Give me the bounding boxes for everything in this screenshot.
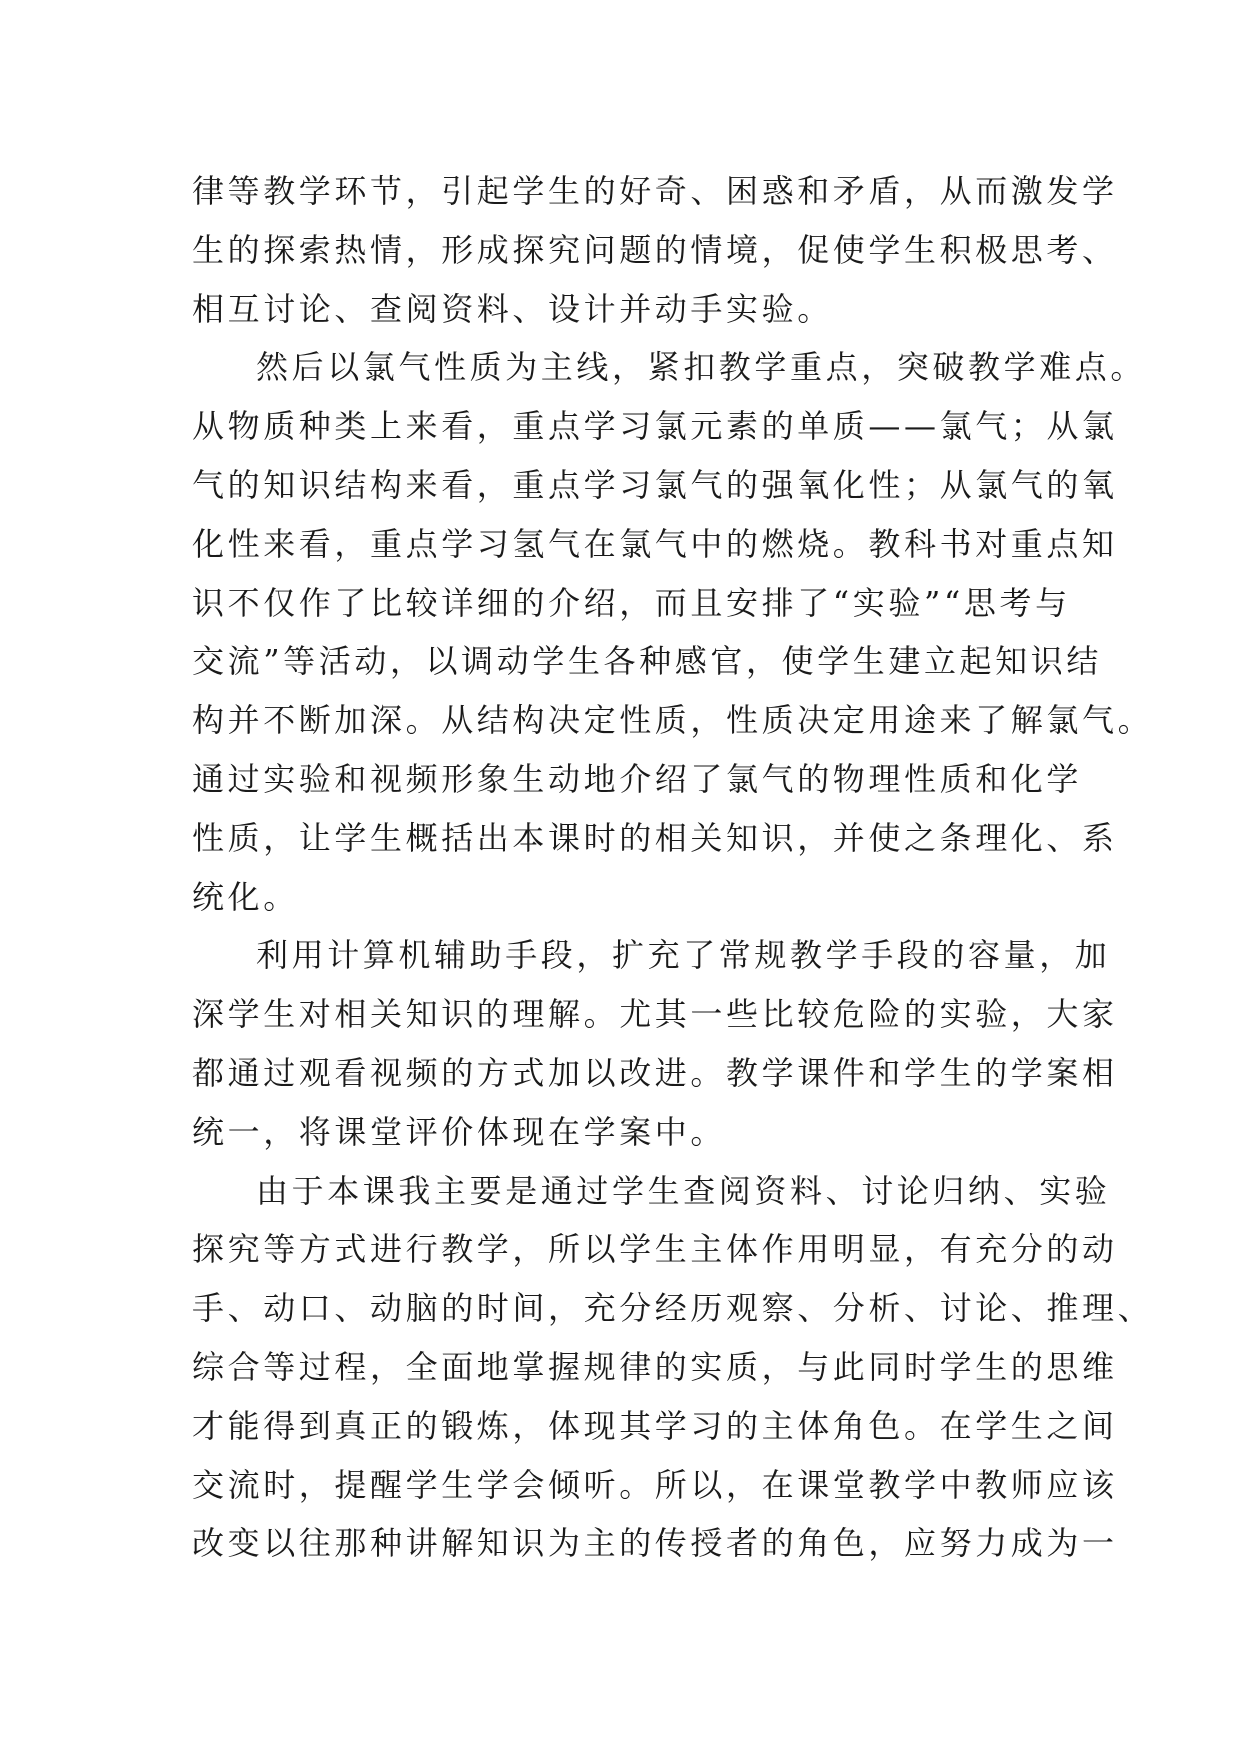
- text-line: 从物质种类上来看，重点学习氯元素的单质——氯气；从氯: [192, 407, 1118, 446]
- text-line: 都通过观看视频的方式加以改进。教学课件和学生的学案相: [192, 1053, 1118, 1092]
- paragraph-1: [192, 162, 1152, 338]
- text-line: 通过实验和视频形象生动地介绍了氯气的物理性质和化学: [192, 759, 1083, 798]
- text-line: 交流时，提醒学生学会倾听。所以，在课堂教学中教师应该: [192, 1465, 1118, 1504]
- text-line: 构并不断加深。从结构决定性质，性质决定用途来了解氯气。: [192, 701, 1154, 740]
- text-line: 手、动口、动脑的时间，充分经历观察、分析、讨论、推理、: [192, 1289, 1154, 1328]
- text-line: 才能得到真正的锻炼，体现其学习的主体角色。在学生之间: [192, 1406, 1118, 1445]
- text-line: 性质，让学生概括出本课时的相关知识，并使之条理化、系: [192, 818, 1118, 857]
- text-line: 相互讨论、查阅资料、设计并动手实验。: [192, 289, 833, 328]
- text-line: 律等教学环节，引起学生的好奇、困惑和矛盾，从而激发学: [192, 172, 1118, 210]
- text-line: 深学生对相关知识的理解。尤其一些比较危险的实验，大家: [192, 995, 1118, 1034]
- text-line: 利用计算机辅助手段，扩充了常规教学手段的容量，加: [256, 936, 1111, 975]
- text-line: 由于本课我主要是通过学生查阅资料、讨论归纳、实验: [256, 1171, 1111, 1210]
- text-line: 综合等过程，全面地掌握规律的实质，与此同时学生的思维: [192, 1347, 1118, 1386]
- text-line: 改变以往那种讲解知识为主的传授者的角色，应努力成为一: [192, 1524, 1118, 1563]
- paragraph-3: [192, 926, 1152, 1161]
- paragraph-4: [192, 1162, 1152, 1574]
- text-line: 生的探索热情，形成探究问题的情境，促使学生积极思考、: [192, 230, 1118, 269]
- text-line: 统一，将课堂评价体现在学案中。: [192, 1112, 727, 1151]
- text-line: 探究等方式进行教学，所以学生主体作用明显，有充分的动: [192, 1230, 1118, 1269]
- text-line: 化性来看，重点学习氢气在氯气中的燃烧。教科书对重点知: [192, 524, 1118, 563]
- text-line: 交流”等活动，以调动学生各种感官，使学生建立起知识结: [192, 642, 1102, 681]
- text-line: 识不仅作了比较详细的介绍，而且安排了“实验”“思考与: [192, 583, 1071, 622]
- text-line: 气的知识结构来看，重点学习氯气的强氧化性；从氯气的氧: [192, 465, 1118, 504]
- document-body: [192, 162, 1152, 1573]
- text-line: 统化。: [192, 877, 299, 916]
- paragraph-2: [192, 338, 1152, 926]
- text-line: 然后以氯气性质为主线，紧扣教学重点，突破教学难点。: [256, 348, 1147, 387]
